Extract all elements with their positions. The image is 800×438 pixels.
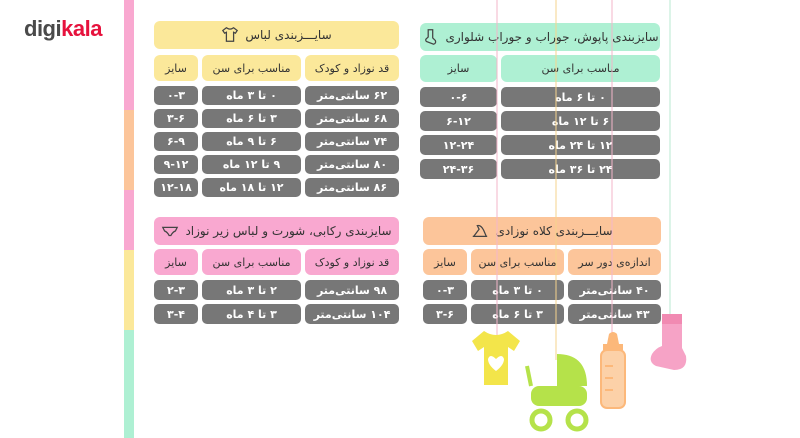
socks-r2-size: ۶-۱۲	[420, 111, 497, 131]
clothes-col-size: سایز	[154, 55, 198, 81]
clothes-col-age: مناسب برای سن	[202, 55, 301, 81]
underwear-r2-height: ۱۰۴ سانتی‌متر	[305, 304, 399, 324]
socks-r3-size: ۱۲-۲۴	[420, 135, 497, 155]
hat-col-head: اندازه‌ی دور سر	[568, 249, 661, 275]
clothes-r3-height: ۷۴ سانتی‌متر	[305, 132, 399, 151]
underwear-r1-height: ۹۸ سانتی‌متر	[305, 280, 399, 300]
baby-sock-icon	[646, 312, 690, 376]
stroller-icon	[525, 348, 593, 434]
clothes-r1-size: ۰-۳	[154, 86, 198, 105]
hat-col-size: سایز	[423, 249, 467, 275]
socks-r3-age: ۱۲ تا ۲۴ ماه	[501, 135, 660, 155]
socks-col-age: مناسب برای سن	[501, 55, 660, 82]
socks-r2-age: ۶ تا ۱۲ ماه	[501, 111, 660, 131]
clothes-table-title: سایـــزبندی لباس	[245, 28, 332, 42]
clothes-r5-height: ۸۶ سانتی‌متر	[305, 178, 399, 197]
clothes-r4-size: ۹-۱۲	[154, 155, 198, 174]
socks-col-size: سایز	[420, 55, 497, 82]
underwear-r1-size: ۲-۳	[154, 280, 198, 300]
underwear-r2-size: ۳-۴	[154, 304, 198, 324]
baby-bottle-icon	[595, 332, 631, 412]
clothes-col-height: قد نوزاد و کودک	[305, 55, 399, 81]
onesie-illustration-icon	[470, 325, 522, 395]
underwear-r2-age: ۳ تا ۴ ماه	[202, 304, 301, 324]
socks-r4-size: ۲۴-۳۶	[420, 159, 497, 179]
logo-part-kala: kala	[61, 16, 102, 41]
clothes-r1-age: ۰ تا ۳ ماه	[202, 86, 301, 105]
socks-r1-size: ۰-۶	[420, 87, 497, 107]
clothes-r2-size: ۳-۶	[154, 109, 198, 128]
socks-table-title: سایزبندی پاپوش، جوراب و جوراب شلواری	[445, 30, 659, 44]
clothes-r2-height: ۶۸ سانتی‌متر	[305, 109, 399, 128]
clothes-r3-size: ۶-۹	[154, 132, 198, 151]
socks-r1-age: ۰ تا ۶ ماه	[501, 87, 660, 107]
clothes-r1-height: ۶۲ سانتی‌متر	[305, 86, 399, 105]
underwear-table-title: سایزبندی رکابی، شورت و لباس زیر نوزاد	[185, 224, 392, 238]
clothes-r5-size: ۱۲-۱۸	[154, 178, 198, 197]
clothes-r2-age: ۳ تا ۶ ماه	[202, 109, 301, 128]
clothes-r5-age: ۱۲ تا ۱۸ ماه	[202, 178, 301, 197]
hat-r2-head: ۴۳ سانتی‌متر	[568, 304, 661, 324]
hat-table-title: سایـــزبندی کلاه نوزادی	[495, 224, 613, 238]
underwear-col-size: سایز	[154, 249, 198, 275]
underwear-col-height: قد نوزاد و کودک	[305, 249, 399, 275]
hat-r2-size: ۳-۶	[423, 304, 467, 324]
clothes-r4-age: ۹ تا ۱۲ ماه	[202, 155, 301, 174]
hat-r1-size: ۰-۳	[423, 280, 467, 300]
hat-r1-age: ۰ تا ۳ ماه	[471, 280, 564, 300]
underwear-col-age: مناسب برای سن	[202, 249, 301, 275]
hat-r2-age: ۳ تا ۶ ماه	[471, 304, 564, 324]
clothes-r3-age: ۶ تا ۹ ماه	[202, 132, 301, 151]
clothes-r4-height: ۸۰ سانتی‌متر	[305, 155, 399, 174]
socks-r4-age: ۲۴ تا ۳۶ ماه	[501, 159, 660, 179]
underwear-r1-age: ۲ تا ۳ ماه	[202, 280, 301, 300]
hat-col-age: مناسب برای سن	[471, 249, 564, 275]
hat-r1-head: ۴۰ سانتی‌متر	[568, 280, 661, 300]
logo-part-digi: digi	[24, 16, 62, 41]
